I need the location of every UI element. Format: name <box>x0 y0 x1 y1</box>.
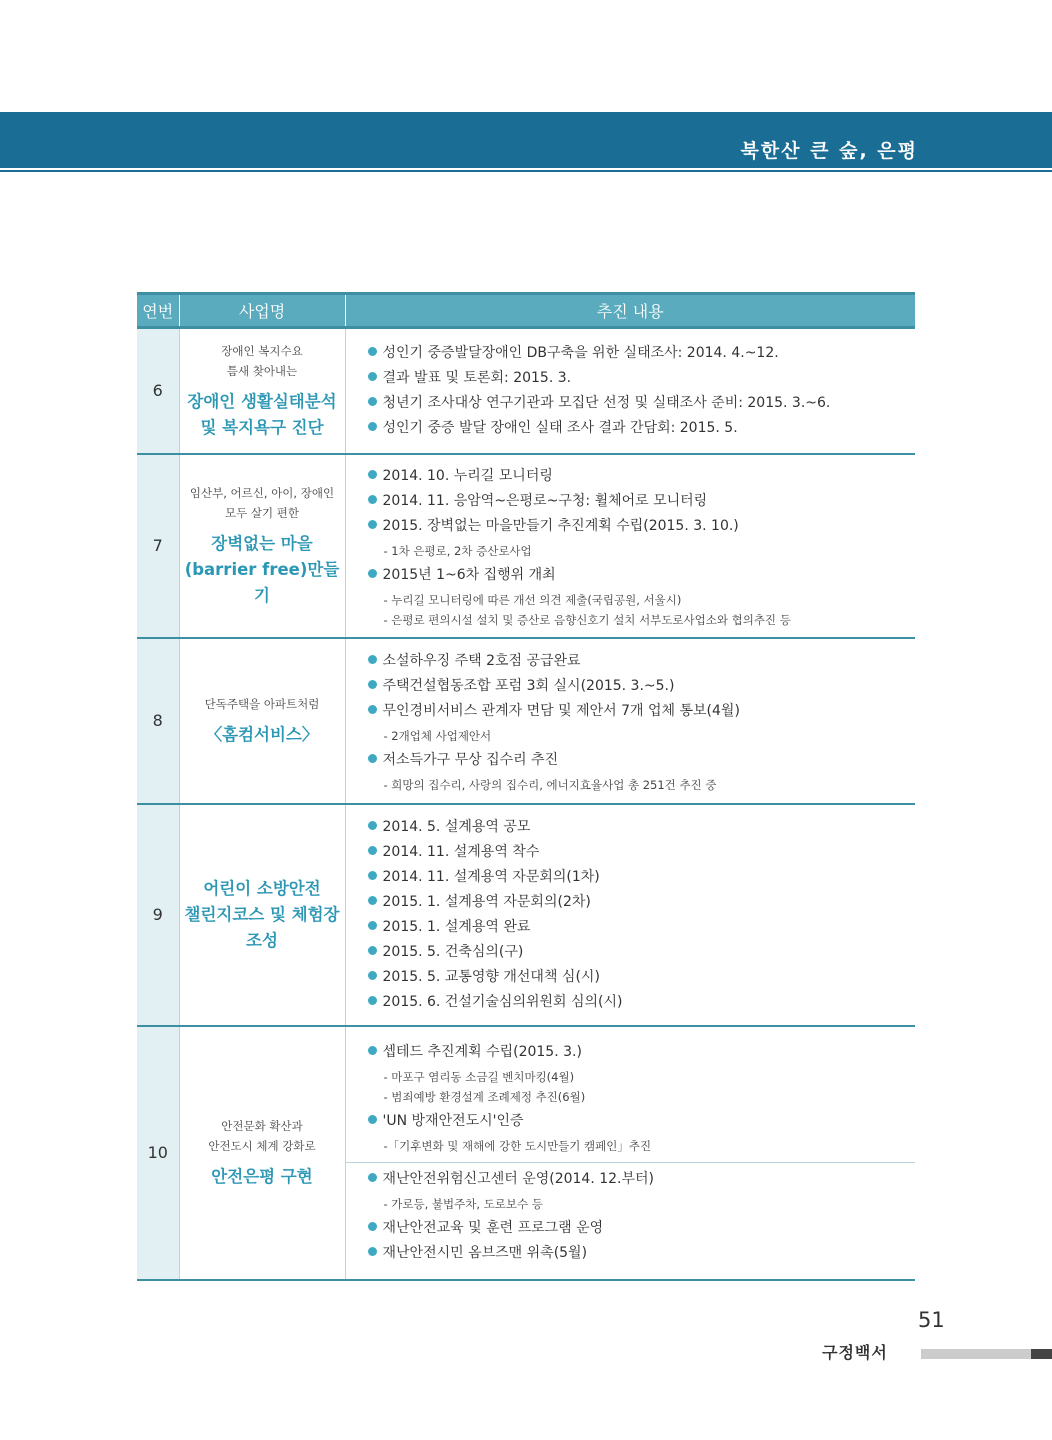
item-note: - 마포구 염리동 소금길 벤치마킹(4월) <box>383 1069 575 1084</box>
footer-bar-accent <box>1031 1349 1052 1359</box>
book-title: 구정백서 <box>822 1343 888 1362</box>
item-text: 저소득가구 무상 집수리 추진 <box>382 751 559 768</box>
list-item <box>368 418 916 439</box>
bullet-dot-icon <box>368 397 377 406</box>
banner-underline <box>0 170 1052 172</box>
title-line: (barrier free)만들기 <box>184 559 340 605</box>
item-text: 소설하우징 주택 2호점 공급완료 <box>382 652 581 669</box>
item-note: - 2개업체 사업제안서 <box>383 728 492 743</box>
list-item <box>368 992 916 1013</box>
item-text: 2015. 1. 설계용역 완료 <box>382 918 531 935</box>
project-subtitle <box>184 483 341 523</box>
item-note: - 범죄예방 환경설계 조례제정 추진(6월) <box>383 1089 586 1104</box>
list-item <box>368 750 916 771</box>
title-line: 어린이 소방안전 <box>203 878 321 898</box>
item-text: 결과 발표 및 토론회: 2015. 3. <box>382 369 572 386</box>
item-text: 2014. 10. 누리길 모니터링 <box>382 467 553 484</box>
list-item <box>368 917 916 938</box>
list-item <box>368 817 916 838</box>
subtitle-line: 임산부, 어르신, 아이, 장애인 <box>189 485 335 500</box>
bullet-dot-icon <box>368 372 377 381</box>
content-cell <box>345 804 915 1026</box>
list-item <box>368 491 916 512</box>
item-text: 2014. 11. 설계용역 자문회의(1차) <box>382 868 600 885</box>
project-subtitle <box>184 341 341 381</box>
item-text: 2015. 5. 교통영향 개선대책 심(시) <box>382 968 600 985</box>
list-item <box>368 1243 916 1264</box>
title-line: 챌린지코스 및 체험장 <box>184 904 340 924</box>
page-number: 51 <box>918 1308 945 1332</box>
table-row <box>137 804 915 1026</box>
list-item <box>368 516 916 537</box>
project-title <box>184 389 341 441</box>
item-note: - 누리길 모니터링에 따른 개선 의견 제출(국립공원, 서울시) <box>383 592 682 607</box>
content-cell <box>345 638 915 804</box>
row-number: 8 <box>137 638 179 804</box>
bullet-dot-icon <box>368 680 377 689</box>
list-item <box>368 942 916 963</box>
list-item <box>368 967 916 988</box>
title-line: 〈홈컴서비스〉 <box>205 724 319 744</box>
bullet-dot-icon <box>368 495 377 504</box>
bullet-dot-icon <box>368 1115 377 1124</box>
item-text: 재난안전시민 옴브즈맨 위촉(5월) <box>382 1244 588 1261</box>
table-row <box>137 454 915 638</box>
item-note: - 은평로 편의시설 설치 및 증산로 음향신호기 설치 서부도로사업소와 협의추진 등 <box>383 612 791 627</box>
item-text: 청년기 조사대상 연구기관과 모집단 선정 및 실태조사 준비: 2015. 3.~6. <box>382 394 831 411</box>
bullet-dot-icon <box>368 1222 377 1231</box>
item-text: 셉테드 추진계획 수립(2015. 3.) <box>382 1043 582 1060</box>
table-row <box>137 328 915 454</box>
content-divider <box>346 1162 916 1163</box>
item-text: 2014. 11. 설계용역 착수 <box>382 843 540 860</box>
title-line: 안전은평 구현 <box>211 1166 313 1186</box>
title-line: 및 복지욕구 진단 <box>200 417 324 437</box>
project-title <box>184 876 341 954</box>
bullet-dot-icon <box>368 1247 377 1256</box>
table-row <box>137 638 915 804</box>
list-item <box>368 1042 916 1063</box>
item-text: 2015년 1~6차 집행위 개최 <box>382 566 556 583</box>
project-name-cell <box>179 454 345 638</box>
table-header-row <box>137 294 915 328</box>
subtitle-line: 모두 살기 편한 <box>225 505 299 520</box>
item-text: 주택건설협동조합 포럼 3회 실시(2015. 3.~5.) <box>382 677 675 694</box>
subtitle-line: 장애인 복지수요 <box>221 343 303 358</box>
item-text: 2015. 1. 설계용역 자문회의(2차) <box>382 893 591 910</box>
bullet-dot-icon <box>368 946 377 955</box>
list-item <box>368 343 916 364</box>
list-item <box>368 1169 916 1190</box>
subtitle-line: 틈새 찾아내는 <box>226 363 298 378</box>
project-subtitle <box>184 694 341 714</box>
row-number: 10 <box>137 1026 179 1280</box>
list-item <box>368 368 916 389</box>
subtitle-line: 안전도시 체계 강화로 <box>208 1138 316 1153</box>
content-cell <box>345 1026 915 1280</box>
list-item <box>368 1111 916 1132</box>
bullet-dot-icon <box>368 846 377 855</box>
table-body <box>137 328 915 1280</box>
bullet-dot-icon <box>368 996 377 1005</box>
list-item <box>368 701 916 722</box>
bullet-dot-icon <box>368 1046 377 1055</box>
list-item <box>368 676 916 697</box>
list-item <box>368 565 916 586</box>
row-number: 9 <box>137 804 179 1026</box>
project-table <box>137 292 915 1281</box>
item-text: 2014. 5. 설계용역 공모 <box>382 818 531 835</box>
item-text: 2015. 6. 건설기술심의위원회 심의(시) <box>382 993 623 1010</box>
list-item <box>368 842 916 863</box>
bullet-dot-icon <box>368 1173 377 1182</box>
title-line: 장애인 생활실태분석 <box>187 391 337 411</box>
list-item <box>368 651 916 672</box>
bullet-dot-icon <box>368 705 377 714</box>
list-item <box>368 1218 916 1239</box>
project-title <box>184 1164 341 1190</box>
item-text: 2014. 11. 응암역~은평로~구청: 휠체어로 모니터링 <box>382 492 708 509</box>
list-item <box>368 892 916 913</box>
item-text: 성인기 중증 발달 장애인 실태 조사 결과 간담회: 2015. 5. <box>382 419 738 436</box>
chapter-title: 북한산 큰 숲, 은평 <box>740 140 918 162</box>
footer-bar <box>921 1349 1031 1359</box>
bullet-dot-icon <box>368 569 377 578</box>
subtitle-line: 단독주택을 아파트처럼 <box>204 696 320 711</box>
content-cell <box>345 454 915 638</box>
bullet-dot-icon <box>368 422 377 431</box>
bullet-dot-icon <box>368 655 377 664</box>
item-text: 재난안전위험신고센터 운영(2014. 12.부터) <box>382 1170 655 1187</box>
item-text: 성인기 중증발달장애인 DB구축을 위한 실태조사: 2014. 4.~12. <box>382 344 779 361</box>
column-header-number: 연번 <box>137 294 179 328</box>
column-header-project: 사업명 <box>179 294 345 328</box>
column-header-content: 추진 내용 <box>345 294 915 328</box>
project-title <box>184 722 341 748</box>
bullet-dot-icon <box>368 971 377 980</box>
project-title <box>184 531 341 609</box>
list-item <box>368 867 916 888</box>
title-line: 장벽없는 마을 <box>211 533 313 553</box>
project-name-cell <box>179 804 345 1026</box>
bullet-dot-icon <box>368 896 377 905</box>
bullet-dot-icon <box>368 520 377 529</box>
bullet-dot-icon <box>368 347 377 356</box>
row-number: 6 <box>137 328 179 454</box>
bullet-dot-icon <box>368 921 377 930</box>
item-note: - 희망의 집수리, 사랑의 집수리, 에너지효율사업 총 251건 추진 중 <box>383 777 717 792</box>
item-text: 'UN 방재안전도시'인증 <box>382 1112 524 1129</box>
bullet-dot-icon <box>368 470 377 479</box>
project-name-cell <box>179 1026 345 1280</box>
item-note: -「기후변화 및 재해에 강한 도시만들기 캠페인」추진 <box>383 1138 652 1153</box>
item-text: 무인경비서비스 관계자 면담 및 제안서 7개 업체 통보(4월) <box>382 702 740 719</box>
project-name-cell <box>179 328 345 454</box>
list-item <box>368 466 916 487</box>
bullet-dot-icon <box>368 754 377 763</box>
project-subtitle <box>184 1116 341 1156</box>
item-note: - 가로등, 불법주차, 도로보수 등 <box>383 1196 543 1211</box>
bullet-dot-icon <box>368 871 377 880</box>
item-text: 재난안전교육 및 훈련 프로그램 운영 <box>382 1219 604 1236</box>
table-row <box>137 1026 915 1280</box>
list-item <box>368 393 916 414</box>
title-line: 조성 <box>246 930 278 950</box>
bullet-dot-icon <box>368 821 377 830</box>
item-note: - 1차 은평로, 2차 증산로사업 <box>383 543 532 558</box>
row-number: 7 <box>137 454 179 638</box>
content-cell <box>345 328 915 454</box>
item-text: 2015. 5. 건축심의(구) <box>382 943 524 960</box>
subtitle-line: 안전문화 확산과 <box>221 1118 303 1133</box>
project-name-cell <box>179 638 345 804</box>
item-text: 2015. 장벽없는 마을만들기 추진계획 수립(2015. 3. 10.) <box>382 517 739 534</box>
